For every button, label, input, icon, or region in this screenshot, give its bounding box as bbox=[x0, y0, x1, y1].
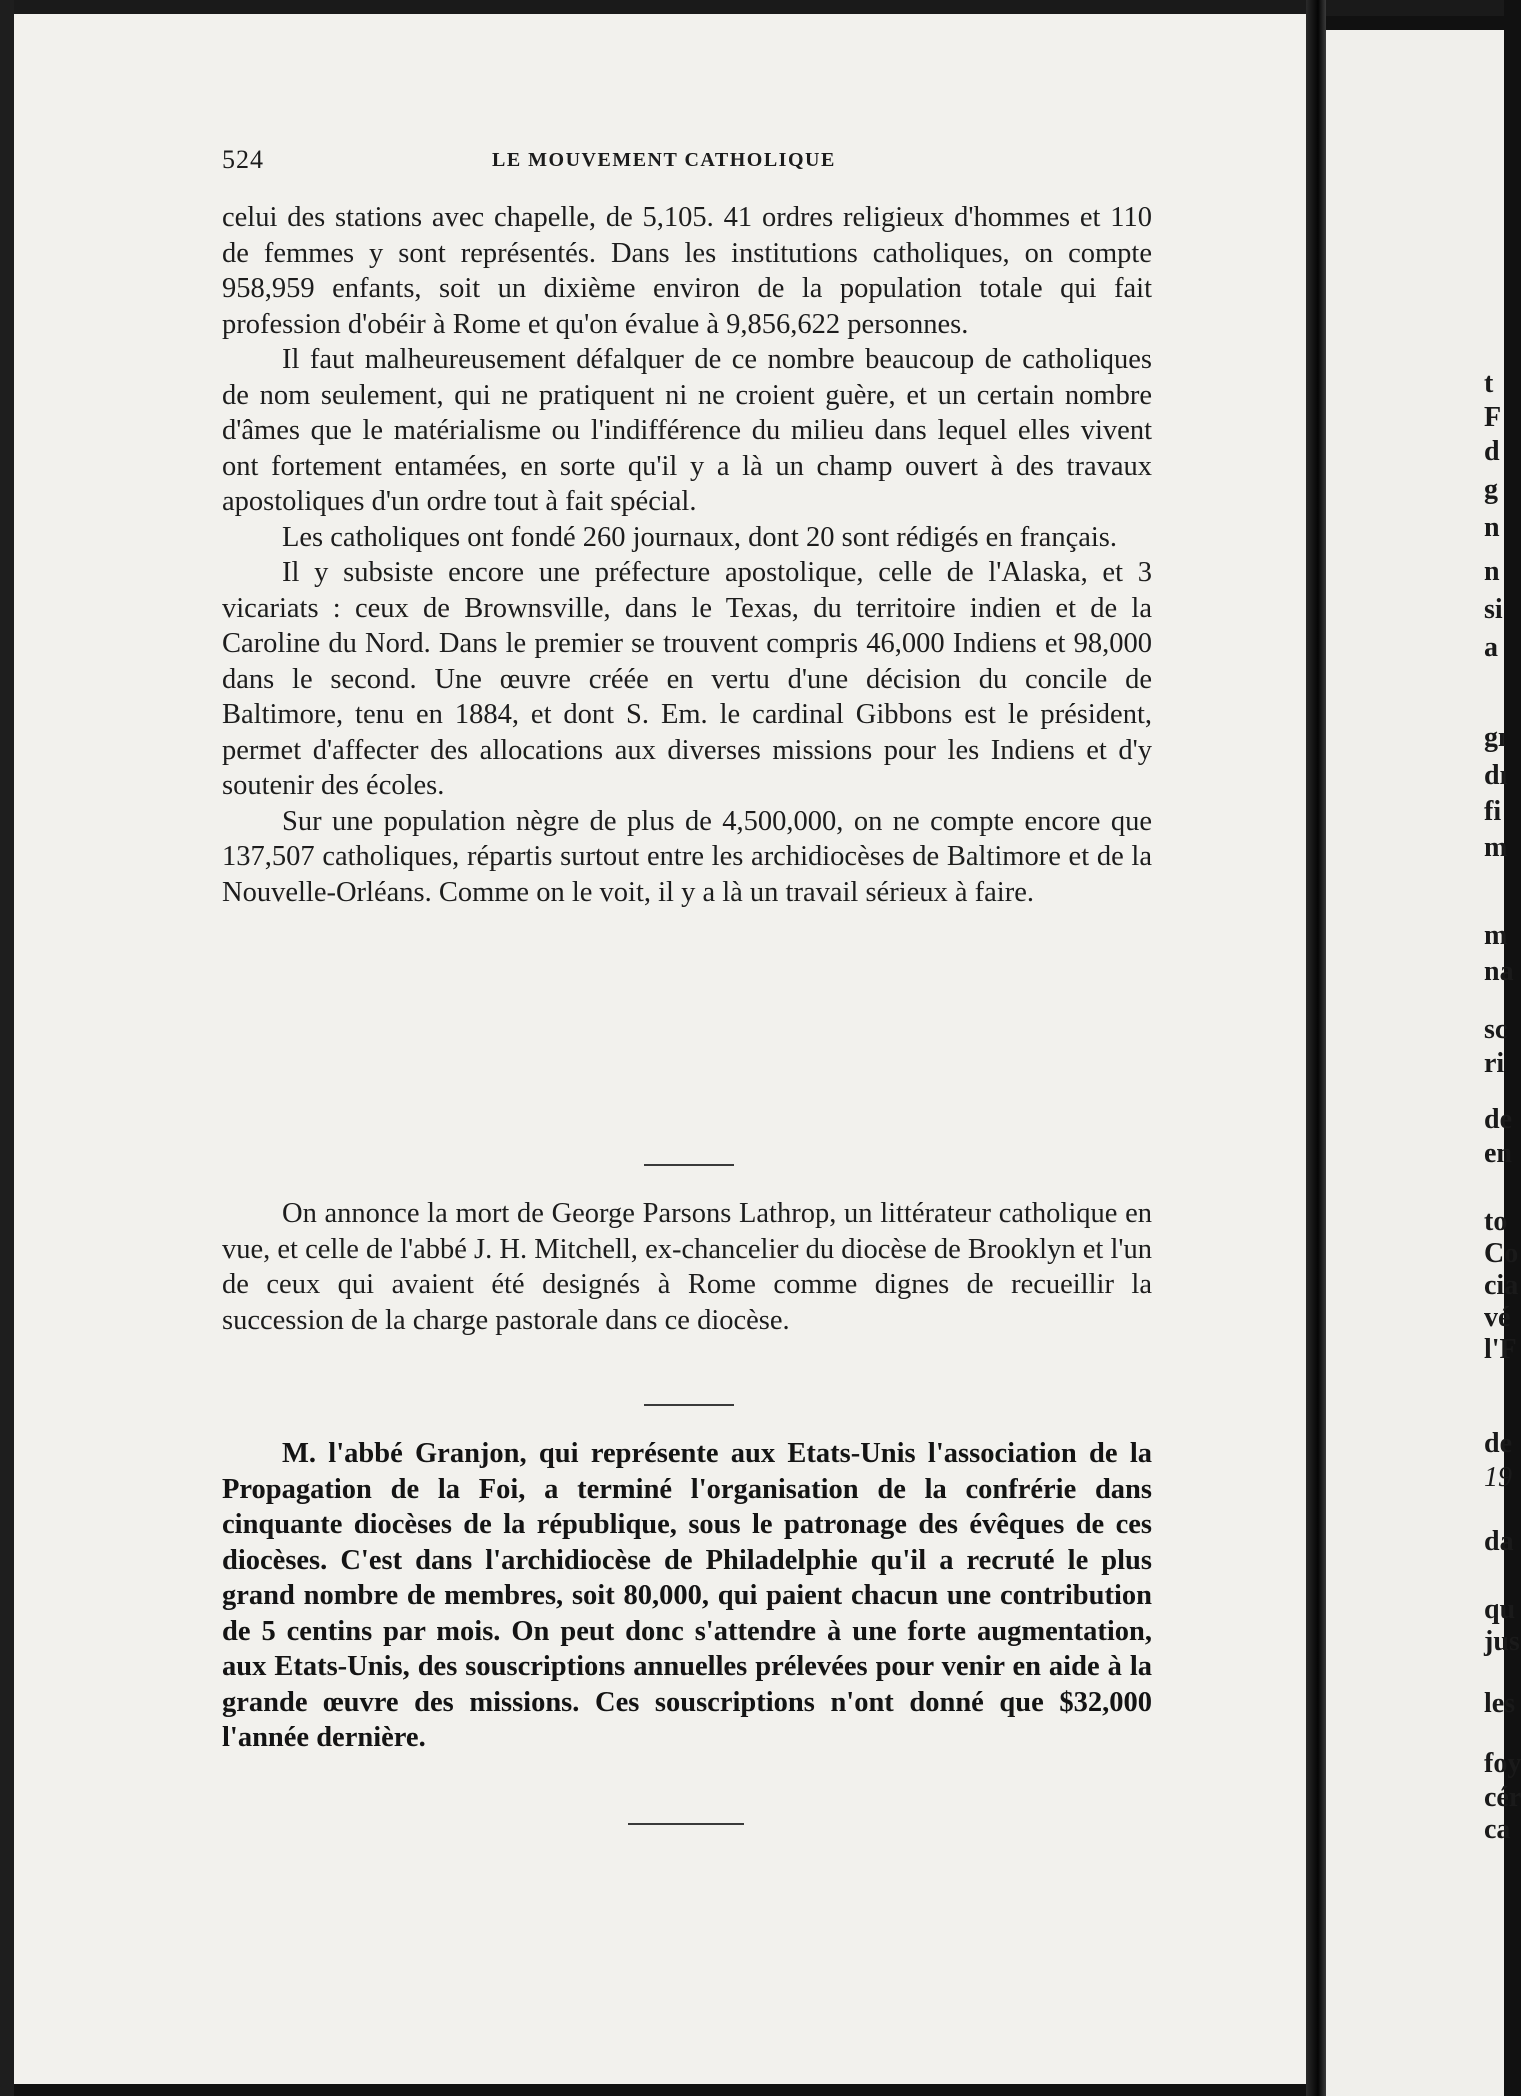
facing-page bbox=[1326, 30, 1521, 2096]
running-head bbox=[0, 145, 1306, 185]
facing-fragment: da bbox=[1484, 1526, 1514, 1557]
paragraph: Il y subsiste encore une préfecture apostolique, celle de l'Alaska, et 3 vicariats : ceux de Brownsville, dans le Texas, du territoire indien et de la Caroline du Nord. Dans le premier se trouvent compris 46,000 Indiens et 98,000 dans le second. Une œuvre créée en vertu d'une décision du concile de Baltimore, tenu en 1884, et dont S. Em. le cardinal Gibbons est le président, permet d'affecter des allocations aux diverses missions pour les Indiens et d'y soutenir des écoles. bbox=[222, 557, 1152, 801]
facing-fragment: Co bbox=[1484, 1238, 1519, 1269]
paragraph: On annonce la mort de George Parsons Lathrop, un littérateur catholique en vue, et celle de l'abbé J. H. Mitchell, ex-chancelier du diocèse de Brooklyn et l'un de ceux qui avaient été designés à Rome comme dignes de recueillir la succession de la charge pastorale dans ce diocèse. bbox=[222, 1198, 1152, 1336]
paragraph: celui des stations avec chapelle, de 5,105. 41 ordres religieux d'hommes et 110 de femmes y sont représentés. Dans les institutions catholiques, on compte 958,959 enfants, soit un dixième environ de la population totale qui fait profession d'obéir à Rome et qu'on évalue à 9,856,622 personnes. bbox=[222, 202, 1152, 340]
facing-fragment: d bbox=[1484, 436, 1500, 467]
facing-fragment: m bbox=[1484, 832, 1508, 863]
scan-left-border bbox=[0, 0, 14, 2096]
page-number: 524 bbox=[222, 145, 264, 174]
section-separator bbox=[628, 1823, 744, 1825]
facing-fragment: 19 bbox=[1484, 1462, 1512, 1493]
facing-fragment: sc bbox=[1484, 1014, 1508, 1045]
facing-fragment: n bbox=[1484, 512, 1500, 543]
section-statistics bbox=[222, 200, 1152, 910]
paragraph: Sur une population nègre de plus de 4,500,000, on ne compte encore que 137,507 catholiques, répartis surtout entre les archidiocèses de Baltimore et de la Nouvelle-Orléans. Comme on le voit, il y a là un travail sérieux à faire. bbox=[222, 805, 1152, 908]
facing-fragment: m bbox=[1484, 920, 1508, 951]
facing-fragment: to bbox=[1484, 1206, 1508, 1237]
facing-fragment: gı bbox=[1484, 722, 1506, 753]
facing-fragment: F bbox=[1484, 402, 1502, 433]
section-separator bbox=[644, 1404, 734, 1406]
facing-fragment: foy bbox=[1484, 1748, 1521, 1779]
facing-fragment: l'F bbox=[1484, 1334, 1517, 1365]
paragraph: M. l'abbé Granjon, qui représente aux Etats-Unis l'association de la Propagation de la Foi, a terminé l'organisation de la confrérie dans cinquante diocèses de la république, sous le patronage des évêques de ces diocèses. C'est dans l'archidiocèse de Philadelphie qu'il a recruté le plus grand nombre de membres, soit 80,000, qui paient chacun une contribution de 5 centins par mois. On peut donc s'attendre à une forte augmentation, aux Etats-Unis, des souscriptions annuelles prélevées pour venir en aide à la grande œuvre des missions. Ces souscriptions n'ont donné que $32,000 l'année dernière. bbox=[222, 1438, 1152, 1753]
running-title: LE MOUVEMENT CATHOLIQUE bbox=[492, 149, 836, 171]
facing-fragment: g bbox=[1484, 474, 1498, 505]
facing-fragment: fi bbox=[1484, 796, 1502, 827]
facing-fragment: de bbox=[1484, 1428, 1512, 1459]
facing-fragment: de bbox=[1484, 1104, 1512, 1135]
facing-fragment: a bbox=[1484, 632, 1498, 663]
facing-fragment: en bbox=[1484, 1138, 1512, 1169]
facing-fragment: si bbox=[1484, 594, 1503, 625]
facing-fragment: ca bbox=[1484, 1814, 1511, 1845]
facing-fragment: vé bbox=[1484, 1302, 1511, 1333]
facing-fragment: ri bbox=[1484, 1048, 1505, 1079]
section-propagation bbox=[222, 1436, 1152, 1756]
section-obituary bbox=[222, 1196, 1152, 1338]
paragraph: Les catholiques ont fondé 260 journaux, dont 20 sont rédigés en français. bbox=[282, 521, 1118, 553]
book-gutter bbox=[1306, 0, 1326, 2096]
facing-fragment: cia bbox=[1484, 1270, 1519, 1301]
facing-fragment: jus bbox=[1484, 1626, 1520, 1657]
facing-fragment: qu bbox=[1484, 1594, 1516, 1625]
facing-fragment: les bbox=[1484, 1688, 1516, 1719]
facing-fragment: na bbox=[1484, 956, 1514, 987]
facing-fragment: t bbox=[1484, 368, 1494, 399]
facing-fragment: n bbox=[1484, 556, 1500, 587]
facing-fragment: cér bbox=[1484, 1782, 1521, 1813]
facing-fragment: dı bbox=[1484, 760, 1508, 791]
paragraph: Il faut malheureusement défalquer de ce nombre beaucoup de catholiques de nom seulement, qui ne pratiquent ni ne croient guère, et un certain nombre d'âmes que le matérialisme ou l'indifférence du milieu dans lequel elles vivent ont fortement entamées, en sorte qu'il y a là un champ ouvert à des travaux apostoliques d'un ordre tout à fait spécial. bbox=[222, 344, 1152, 517]
section-separator bbox=[644, 1164, 734, 1166]
